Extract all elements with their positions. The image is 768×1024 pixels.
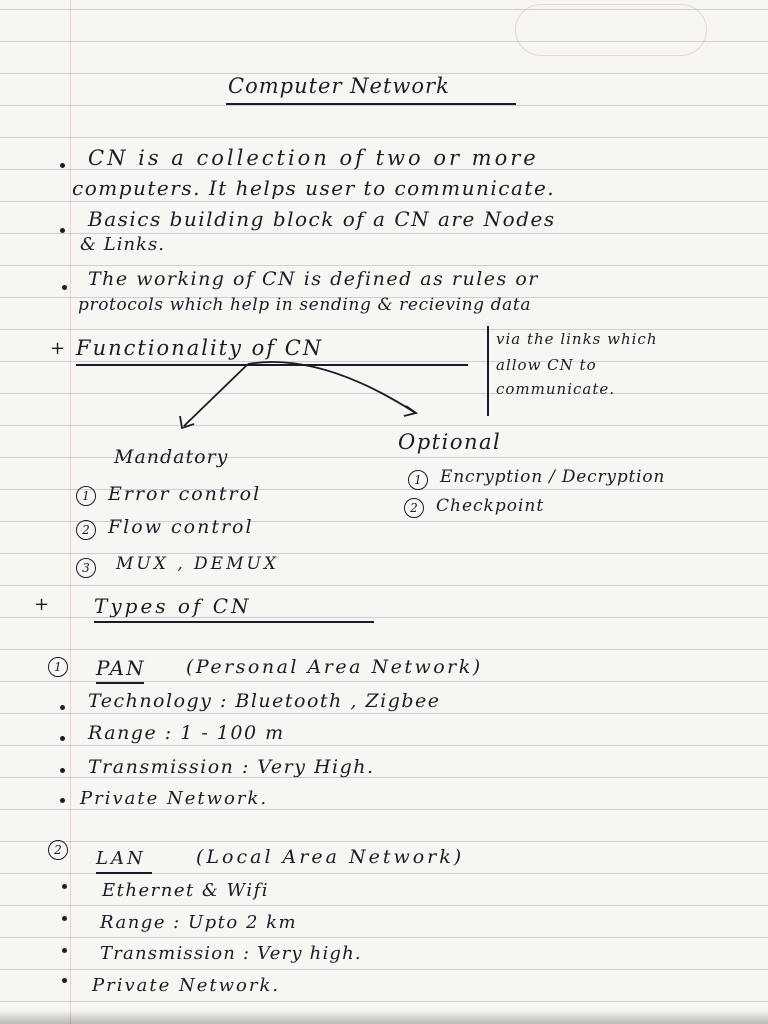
pan-item: Technology : Bluetooth , Zigbee: [88, 690, 441, 712]
intro-line-3: Basics building block of a CN are Nodes: [88, 207, 556, 231]
number-circle: 1: [48, 657, 68, 677]
page-title: Computer Network: [228, 74, 450, 98]
mandatory-item: MUX , DEMUX: [116, 554, 279, 574]
section-marker: +: [34, 594, 51, 615]
bullet: [62, 884, 67, 889]
intro-line-1: CN is a collection of two or more: [88, 146, 539, 170]
mandatory-label: Mandatory: [114, 446, 229, 468]
optional-label: Optional: [398, 430, 502, 454]
side-note-line-1: via the links which: [496, 330, 658, 348]
intro-line-5: The working of CN is defined as rules or: [88, 268, 539, 290]
lan-full-name: (Local Area Network): [196, 846, 465, 868]
pan-underline: [96, 682, 144, 684]
side-note-line-3: communicate.: [496, 380, 616, 398]
bullet: [60, 736, 65, 741]
lan-item: Ethernet & Wifi: [102, 880, 270, 901]
optional-item: Encryption / Decryption: [440, 467, 666, 487]
optional-item: Checkpoint: [436, 496, 545, 516]
pan-abbr: PAN: [96, 656, 146, 680]
side-note-bracket: [487, 326, 489, 416]
number-circle: 2: [76, 520, 96, 540]
lan-underline: [96, 872, 152, 874]
number-circle: 1: [76, 486, 96, 506]
bullet: [60, 705, 65, 710]
lan-item: Range : Upto 2 km: [100, 912, 298, 933]
lan-item: Private Network.: [92, 975, 281, 996]
page-bottom-shadow: [0, 1010, 768, 1024]
number-circle: 2: [404, 498, 424, 518]
bullet: [62, 916, 67, 921]
lan-abbr: LAN: [96, 848, 146, 869]
title-underline: [226, 103, 516, 105]
types-heading: Types of CN: [94, 594, 252, 618]
margin-line: [70, 0, 71, 1024]
pan-item: Range : 1 - 100 m: [88, 722, 285, 744]
intro-line-4: & Links.: [80, 234, 165, 255]
bullet: [62, 948, 67, 953]
pan-item: Private Network.: [80, 788, 269, 809]
branch-arrows: [170, 360, 430, 440]
pan-item: Transmission : Very High.: [88, 756, 375, 778]
bullet: [62, 978, 67, 983]
bullet: [62, 285, 67, 290]
intro-line-6: protocols which help in sending & recieving data: [78, 295, 532, 315]
bullet: [60, 768, 65, 773]
functionality-heading: Functionality of CN: [76, 336, 324, 360]
bullet: [60, 798, 65, 803]
types-underline: [94, 621, 374, 623]
lan-item: Transmission : Very high.: [100, 943, 362, 964]
date-page-stamp: [515, 4, 707, 56]
mandatory-item: Flow control: [108, 516, 254, 538]
bullet: [60, 228, 65, 233]
bullet: [60, 163, 65, 168]
section-marker: +: [50, 338, 67, 359]
pan-full-name: (Personal Area Network): [186, 656, 483, 678]
intro-line-2: computers. It helps user to communicate.: [72, 176, 556, 200]
mandatory-item: Error control: [108, 483, 262, 505]
arrow-to-mandatory: [184, 364, 248, 426]
number-circle: 1: [408, 470, 428, 490]
arrow-to-optional: [248, 362, 414, 412]
side-note-line-2: allow CN to: [496, 356, 597, 374]
number-circle: 3: [76, 558, 96, 578]
number-circle: 2: [48, 840, 68, 860]
